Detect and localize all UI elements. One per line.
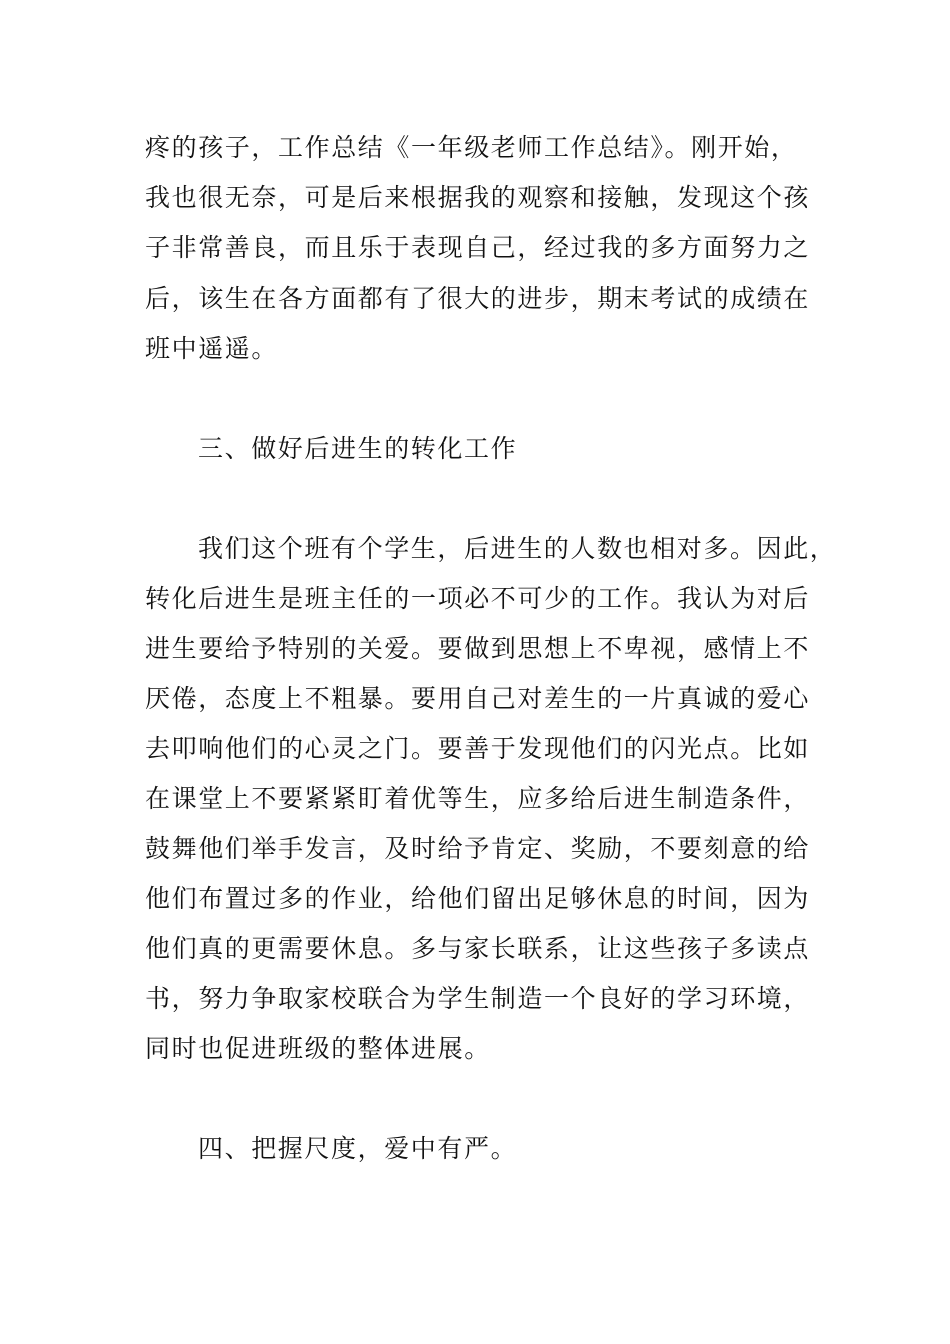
paragraph-line: 我也很无奈，可是后来根据我的观察和接触，发现这个孩 xyxy=(145,183,811,212)
paragraph-line: 疼的孩子，工作总结《一年级老师工作总结》。刚开始， xyxy=(145,133,798,162)
paragraph-line: 书，努力争取家校联合为学生制造一个良好的学习环境， xyxy=(145,984,811,1013)
section-heading: 三、做好后进生的转化工作 xyxy=(198,434,518,463)
paragraph-line: 去叩响他们的心灵之门。要善于发现他们的闪光点。比如 xyxy=(145,734,811,763)
paragraph-line: 转化后进生是班主任的一项必不可少的工作。我认为对后 xyxy=(145,584,811,613)
paragraph-line: 在课堂上不要紧紧盯着优等生，应多给后进生制造条件， xyxy=(145,784,811,813)
paragraph-line: 我们这个班有个学生，后进生的人数也相对多。因此， xyxy=(198,534,837,563)
paragraph-line: 他们真的更需要休息。多与家长联系，让这些孩子多读点 xyxy=(145,934,811,963)
paragraph-line: 同时也促进班级的整体进展。 xyxy=(145,1034,491,1063)
section-heading: 四、把握尺度，爱中有严。 xyxy=(198,1134,518,1163)
paragraph-line: 鼓舞他们举手发言，及时给予肯定、奖励，不要刻意的给 xyxy=(145,834,811,863)
paragraph-line: 厌倦，态度上不粗暴。要用自己对差生的一片真诚的爱心 xyxy=(145,684,811,713)
paragraph-line: 他们布置过多的作业，给他们留出足够休息的时间，因为 xyxy=(145,884,811,913)
paragraph-line: 后，该生在各方面都有了很大的进步，期末考试的成绩在 xyxy=(145,284,811,313)
paragraph-line: 班中遥遥。 xyxy=(145,334,279,363)
paragraph-line: 进生要给予特别的关爱。要做到思想上不卑视，感情上不 xyxy=(145,634,811,663)
paragraph-line: 子非常善良，而且乐于表现自己，经过我的多方面努力之 xyxy=(145,233,811,262)
